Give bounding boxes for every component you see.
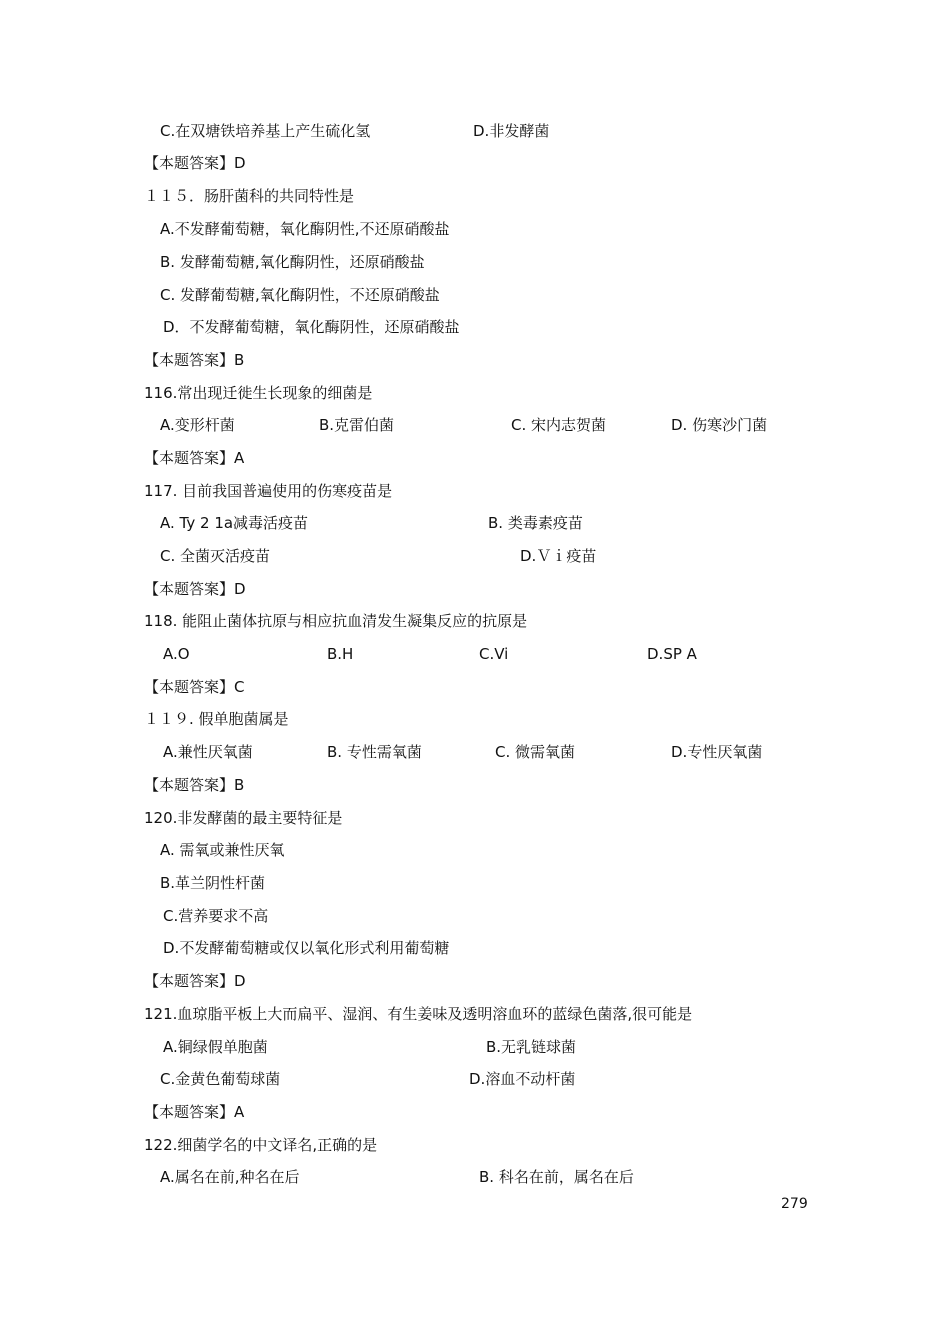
- question-122: 122.细菌学名的中文译名,正确的是: [144, 1136, 378, 1154]
- option-116-d: D. 伤寒沙门菌: [671, 416, 768, 434]
- question-119: １１９. 假单胞菌属是: [144, 710, 289, 728]
- option-120-d: D.不发酵葡萄糖或仅以氧化形式利用葡萄糖: [163, 939, 450, 957]
- option-115-a: A.不发酵葡萄糖，氧化酶阴性,不还原硝酸盐: [160, 220, 450, 238]
- option-121-c: C.金黄色葡萄球菌: [160, 1070, 281, 1088]
- option-114-d: D.非发酵菌: [473, 122, 550, 140]
- option-122-a: A.属名在前,种名在后: [160, 1168, 300, 1186]
- answer-121: 【本题答案】A: [144, 1103, 245, 1121]
- question-115: １１５．肠肝菌科的共同特性是: [144, 187, 355, 205]
- option-115-d: D．不发酵葡萄糖，氧化酶阴性，还原硝酸盐: [163, 318, 460, 336]
- page-number: 279: [781, 1196, 808, 1212]
- option-116-a: A.变形杆菌: [160, 416, 235, 434]
- answer-118: 【本题答案】C: [144, 678, 245, 696]
- option-114-c: C.在双塘铁培养基上产生硫化氢: [160, 122, 371, 140]
- option-118-c: C.Vi: [479, 645, 509, 663]
- option-118-a: A.O: [163, 645, 190, 663]
- option-122-b: B. 科名在前，属名在后: [479, 1168, 634, 1186]
- option-119-c: C. 微需氧菌: [495, 743, 576, 761]
- option-116-c: C. 宋内志贺菌: [511, 416, 607, 434]
- option-119-b: B. 专性需氧菌: [327, 743, 422, 761]
- question-120: 120.非发酵菌的最主要特征是: [144, 809, 343, 827]
- question-118: 118. 能阻止菌体抗原与相应抗血清发生凝集反应的抗原是: [144, 612, 528, 630]
- option-120-c: C.营养要求不高: [163, 907, 269, 925]
- option-121-d: D.溶血不动杆菌: [469, 1070, 576, 1088]
- option-119-d: D.专性厌氧菌: [671, 743, 763, 761]
- question-121: 121.血琼脂平板上大而扁平、湿润、有生姜味及透明溶血环的蓝绿色菌落,很可能是: [144, 1005, 693, 1023]
- answer-116: 【本题答案】A: [144, 449, 245, 467]
- option-120-a: A. 需氧或兼性厌氧: [160, 841, 285, 859]
- question-117: 117. 目前我国普遍使用的伤寒疫苗是: [144, 482, 393, 500]
- option-116-b: B.克雷伯菌: [319, 416, 395, 434]
- option-118-b: B.H: [327, 645, 354, 663]
- option-118-d: D.SP A: [647, 645, 697, 663]
- option-117-c: C. 全菌灭活疫苗: [160, 547, 271, 565]
- option-121-b: B.无乳链球菌: [486, 1038, 577, 1056]
- option-115-b: B. 发酵葡萄糖,氧化酶阴性，还原硝酸盐: [160, 253, 425, 271]
- answer-120: 【本题答案】D: [144, 972, 246, 990]
- answer-117: 【本题答案】D: [144, 580, 246, 598]
- answer-119: 【本题答案】B: [144, 776, 245, 794]
- answer-114: 【本题答案】D: [144, 154, 246, 172]
- question-116: 116.常出现迁徙生长现象的细菌是: [144, 384, 373, 402]
- answer-115: 【本题答案】B: [144, 351, 245, 369]
- option-120-b: B.革兰阴性杆菌: [160, 874, 266, 892]
- option-115-c: C. 发酵葡萄糖,氧化酶阴性，不还原硝酸盐: [160, 286, 440, 304]
- option-119-a: A.兼性厌氧菌: [163, 743, 253, 761]
- option-121-a: A.铜绿假单胞菌: [163, 1038, 268, 1056]
- option-117-b: B. 类毒素疫苗: [488, 514, 583, 532]
- option-117-a: A. Ty 2 1a减毒活疫苗: [160, 514, 309, 532]
- option-117-d: D.Ｖｉ疫苗: [520, 547, 597, 565]
